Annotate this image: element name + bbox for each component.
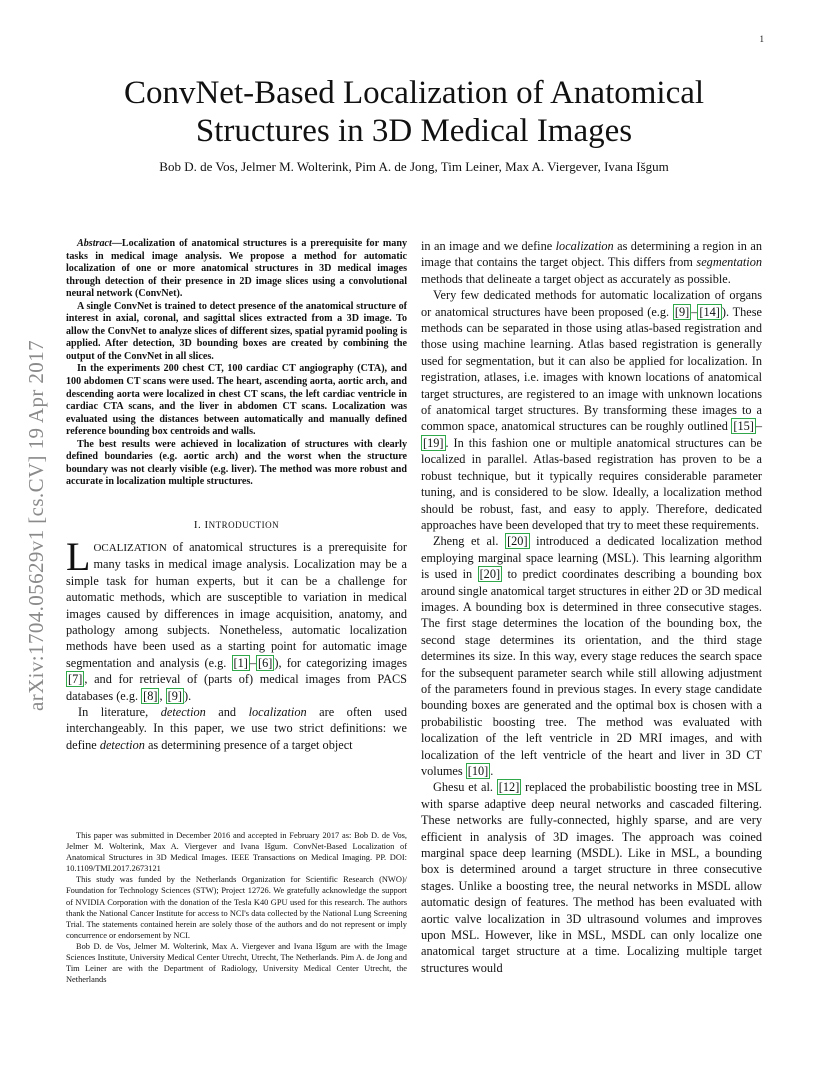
citation-link[interactable]: [12] bbox=[498, 780, 520, 795]
citation-link[interactable]: [10] bbox=[467, 764, 489, 778]
citation-link[interactable]: [9] bbox=[674, 304, 690, 319]
citation-link[interactable]: [15] bbox=[733, 419, 754, 434]
section-heading-introduction: I. INTRODUCTION bbox=[193, 518, 280, 531]
citation-link[interactable]: [20] bbox=[479, 567, 501, 582]
citation-link[interactable]: [7] bbox=[68, 672, 83, 687]
right-paragraph-1: in an image and we define localization as determining a region in an image that contains the target object. This differs from segmentation methods that delineate a target object as accurately as possible. bbox=[421, 239, 762, 286]
citation-link[interactable]: [19] bbox=[423, 435, 444, 450]
title-line-1: ConvNet-Based Localization of Anatomical bbox=[123, 75, 705, 111]
citation-link[interactable]: [14] bbox=[699, 304, 720, 319]
citation-link[interactable]: [6] bbox=[258, 655, 273, 670]
right-paragraph-3: Zheng et al. [20] introduced a dedicated localization method employing marginal space learning (MSL). This learning algorithm is used in [20] to predict coordinates describing a bounding box around single anatomical target structures in either 2D or 3D medical images. A bounding box is determined in three consecutive stages. The first stage determines the location of the bounding box, the second stage determines its orientation, and the third stage determines its size. In this way, every stage reduces the search space for the subsequent parameter search while still allowing adjustment of the parameters found in previous stages. In every stage candidate bounding boxes are generated and the optimal box is chosen with a probabilistic boosting tree. The method was evaluated with localization of the left ventricle in 2D MRI images, and with localization of the left ventricle of the heart and liver in 3D CT volumes [10] . bbox=[421, 534, 762, 778]
abstract-paragraph-2: A single ConvNet is trained to detect presence of the anatomical structure of interest in axial, coronal, and sagittal slices extracted from a 3D image. To allow the ConvNet to analyze slices of different sizes, spatial pyramid pooling is applied. After detection, 3D bounding boxes are created by combining the output of the ConvNet in all slices. bbox=[66, 300, 407, 362]
title-line-2: Structures in 3D Medical Images bbox=[195, 113, 633, 149]
left-column bbox=[66, 238, 407, 753]
right-column bbox=[421, 238, 762, 976]
abstract-paragraph-1: Abstract—Localization of anatomical structures is a prerequisite for many tasks in medical image analysis. We propose a method for automatic localization of one or more anatomical structures in 3D medical images through detection of their presence in 2D image slices using a convolutional neural network (ConvNet). bbox=[66, 238, 407, 300]
arxiv-sidebar bbox=[6, 290, 66, 760]
citation-link[interactable]: [1] bbox=[233, 655, 248, 670]
author-list: Bob D. de Vos, Jelmer M. Wolterink, Pim A. de Jong, Tim Leiner, Max A. Viergever, Ivana Išgum bbox=[159, 159, 669, 174]
citation-link[interactable]: [8] bbox=[143, 688, 158, 703]
paper-title bbox=[70, 74, 758, 150]
footnote-funding: This study was funded by the Netherlands Organization for Scientific Research (NWO)/ Foundation for Technology Sciences (STW); Project 12726. We gratefully acknowledge the support of NVIDIA Corporation with the donation of the Tesla K40 GPU used for this research. The authors thank the National Cancer Institute for access to NCI's data collected by the National Lung Screening Trial. The statements contained herein are solely those of the authors and do not represent or imply concurrence or endorsement by NCI. bbox=[66, 875, 407, 940]
footnote-affiliations: Bob D. de Vos, Jelmer M. Wolterink, Max A. Viergever and Ivana Išgum are with the Image Sciences Institute, University Medical Center Utrecht, Utrecht, The Netherlands. Pim A. de Jong and Tim Leiner are with the Department of Radiology, University Medical Center Utrecht, the Netherlands bbox=[66, 941, 407, 985]
citation-link[interactable]: [9] bbox=[167, 688, 182, 703]
introduction-body bbox=[66, 533, 407, 753]
right-paragraph-2: Very few dedicated methods for automatic localization of organs or anatomical structures have been proposed (e.g. [9] – [14] ). These methods can be separated in those using atlas-based registration and those using machine learning. Atlas based registration is generally used for segmentation, but it can also be applied for localization. In registration, atlases, i.e. images with known locations of anatomical target structures, are registered to an image with unknown locations of anatomical target structures. By transforming these images to a common space, anatomical structures can be roughly outlined [15] –[19] . In this fashion one or multiple anatomical structures can be localized in parallel. Atlas-based registration has proven to be a robust technique, but it typically requires considerable parameter tuning, and is considered to be slow. Ideally, a localization method should be robust, fast, and easy to apply. Therefore, dedicated approaches have been developed that try to meet these requirements. bbox=[421, 288, 762, 532]
citation-link[interactable]: [20] bbox=[507, 534, 528, 549]
footnote bbox=[66, 830, 407, 985]
intro-paragraph-2: In literature, detection and localization are often used interchangeably. In this paper, we use two strict definitions: we define detection as determining presence of a target object bbox=[66, 705, 407, 752]
abstract-paragraph-3: In the experiments 200 chest CT, 100 cardiac CT angiography (CTA), and 100 abdomen CT scans were used. The heart, ascending aorta, aortic arch, and descending aorta were localized in chest CT scans, the left cardiac ventricle in cardiac CTA scans, and the liver in abdomen CT scans. Localization was evaluated using the distances between automatically and manually defined reference bounding box centroids and walls. bbox=[66, 363, 407, 438]
drop-cap: L bbox=[66, 533, 91, 579]
right-column-body bbox=[421, 238, 762, 976]
right-paragraph-4: Ghesu et al. [12] replaced the probabilistic boosting tree in MSL with sparse adaptive deep neural networks and cascaded filtering. These networks are fully-connected, highly sparse, and are very efficient in analysis of 3D images. The approach was coined marginal space deep learning (MSDL). Like in MSL, a bounding box is determined around a target structure in three consecutive stages. Unlike a boosting tree, the neural networks in MSDL allow automatic design of features. The method has been evaluated with aortic valve localization in 3D ultrasound volumes and improves upon MSL. However, like in MSL, MSDL can only localize one anatomical target structure at a time. Localizing multiple target structures would bbox=[421, 780, 763, 975]
abstract-label: Abstract bbox=[77, 238, 112, 249]
intro-paragraph-1: LOCALIZATION of anatomical structures is a prerequisite for many tasks in medical image analysis. Localization may be a simple task for human experts, but it can be a challenge for automatic methods, which are susceptible to variation in medical images caused by differences in image acquisition, anatomy, and pathology among subjects. Nonetheless, automatic localization methods have been used as a starting point for automatic image segmentation and analysis (e.g. [1] – [6] ), for categorizing images [7] , and for retrieval of (parts of) medical images from PACS databases (e.g. [8] , [9] ). bbox=[66, 533, 407, 703]
abstract bbox=[66, 238, 407, 489]
footnote-submission: This paper was submitted in December 2016 and accepted in February 2017 as: Bob D. de Vos, Jelmer M. Wolterink, Max A. Viergever and Ivana Išgum. ConvNet-Based Localization of Anatomical Structures in 3D Medical Images. IEEE Transactions on Medical Imaging. PP. DOI: 10.1109/TMI.2017.2673121 bbox=[66, 831, 407, 874]
page-number: 1 bbox=[759, 34, 764, 44]
arxiv-identifier: arXiv:1704.05629v1 [cs.CV] 19 Apr 2017 bbox=[23, 339, 48, 711]
abstract-paragraph-4: The best results were achieved in localization of structures with clearly defined boundaries (e.g. aortic arch) and the worst when the structure boundary was not clearly visible (e.g. liver). The method was more robust and accurate in localization multiple structures. bbox=[66, 438, 407, 488]
